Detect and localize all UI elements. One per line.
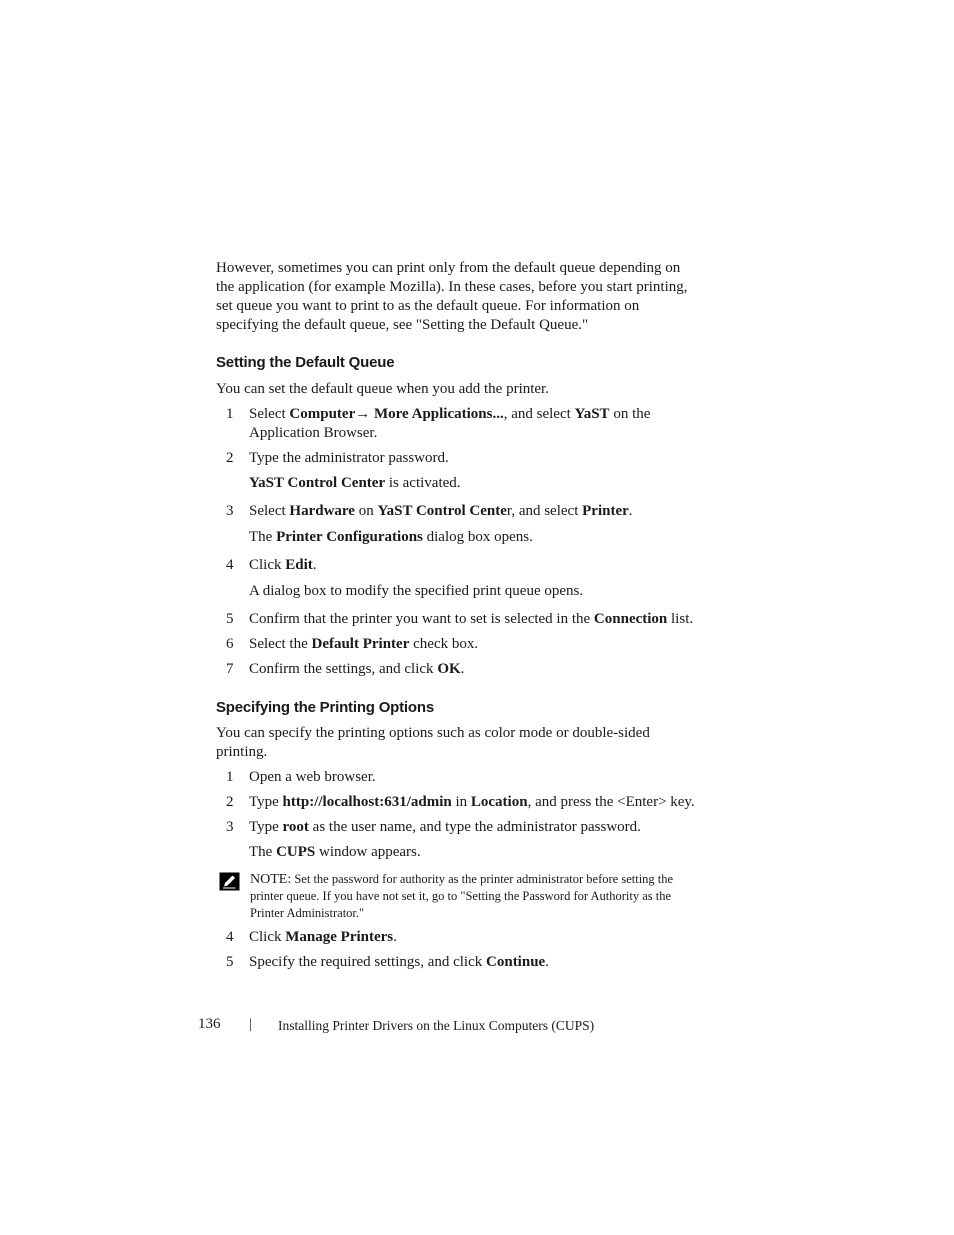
step-number: 1	[226, 406, 234, 422]
step-number: 3	[226, 819, 234, 835]
step-5: 5 Confirm that the printer you want to set is selected in the Connection list.	[226, 611, 694, 627]
note-pencil-icon	[219, 872, 240, 891]
step-number: 6	[226, 636, 234, 652]
page-number: 136	[198, 1016, 221, 1032]
section-heading-default-queue: Setting the Default Queue	[216, 354, 395, 371]
step-7: 7 Confirm the settings, and click OK.	[226, 661, 465, 677]
step-4: 4 Click Manage Printers.	[226, 929, 397, 945]
step-number: 7	[226, 661, 234, 677]
step-2: 2 Type http://localhost:631/admin in Location, and press the <Enter> key.	[226, 794, 695, 810]
intro-paragraph: However, sometimes you can print only from the default queue depending on the application (for example Mozilla). In these cases, before you start printing, set queue you want to print to as the default queue. For information on specifying the default queue, see "Setting the Default Queue."	[216, 260, 688, 333]
step-number: 2	[226, 794, 234, 810]
step-1: 1 Select Computer→ More Applications..., and select YaST on the Application Browser.	[226, 406, 651, 441]
step-4-result: A dialog box to modify the specified print queue opens.	[249, 583, 584, 599]
step-number: 5	[226, 611, 234, 627]
step-1: 1 Open a web browser.	[226, 769, 376, 785]
step-number: 1	[226, 769, 234, 785]
footer-separator: |	[249, 1017, 252, 1032]
step-number: 4	[226, 557, 234, 573]
step-2-result: YaST Control Center is activated.	[249, 475, 461, 491]
step-3: 3 Type root as the user name, and type the administrator password.	[226, 819, 641, 835]
step-number: 2	[226, 450, 234, 466]
step-2: 2 Type the administrator password.	[226, 450, 449, 466]
step-5: 5 Specify the required settings, and click Continue.	[226, 954, 549, 970]
page-footer	[198, 1016, 595, 1033]
section-heading-printing-options: Specifying the Printing Options	[216, 699, 434, 716]
note-box: NOTE: Set the password for authority as the printer administrator before setting the printer queue. If you have not set it, go to "Setting the Password for Authority as the Printer Administrator."	[216, 871, 716, 922]
step-3: 3 Select Hardware on YaST Control Center, and select Printer.	[226, 503, 633, 519]
footer-title: Installing Printer Drivers on the Linux Computers (CUPS)	[278, 1018, 595, 1033]
note-label: NOTE:	[250, 872, 292, 887]
step-number: 3	[226, 503, 234, 519]
step-6: 6 Select the Default Printer check box.	[226, 636, 479, 652]
step-3-result: The CUPS window appears.	[249, 844, 421, 860]
arrow-icon: →	[355, 406, 371, 422]
section-intro: You can specify the printing options such as color mode or double-sided printing.	[216, 725, 650, 760]
page-content	[216, 259, 716, 972]
step-4: 4 Click Edit.	[226, 557, 317, 573]
step-number: 4	[226, 929, 234, 945]
step-number: 5	[226, 954, 234, 970]
step-3-result: The Printer Configurations dialog box opens.	[249, 529, 533, 545]
section-intro: You can set the default queue when you add the printer.	[216, 381, 549, 397]
